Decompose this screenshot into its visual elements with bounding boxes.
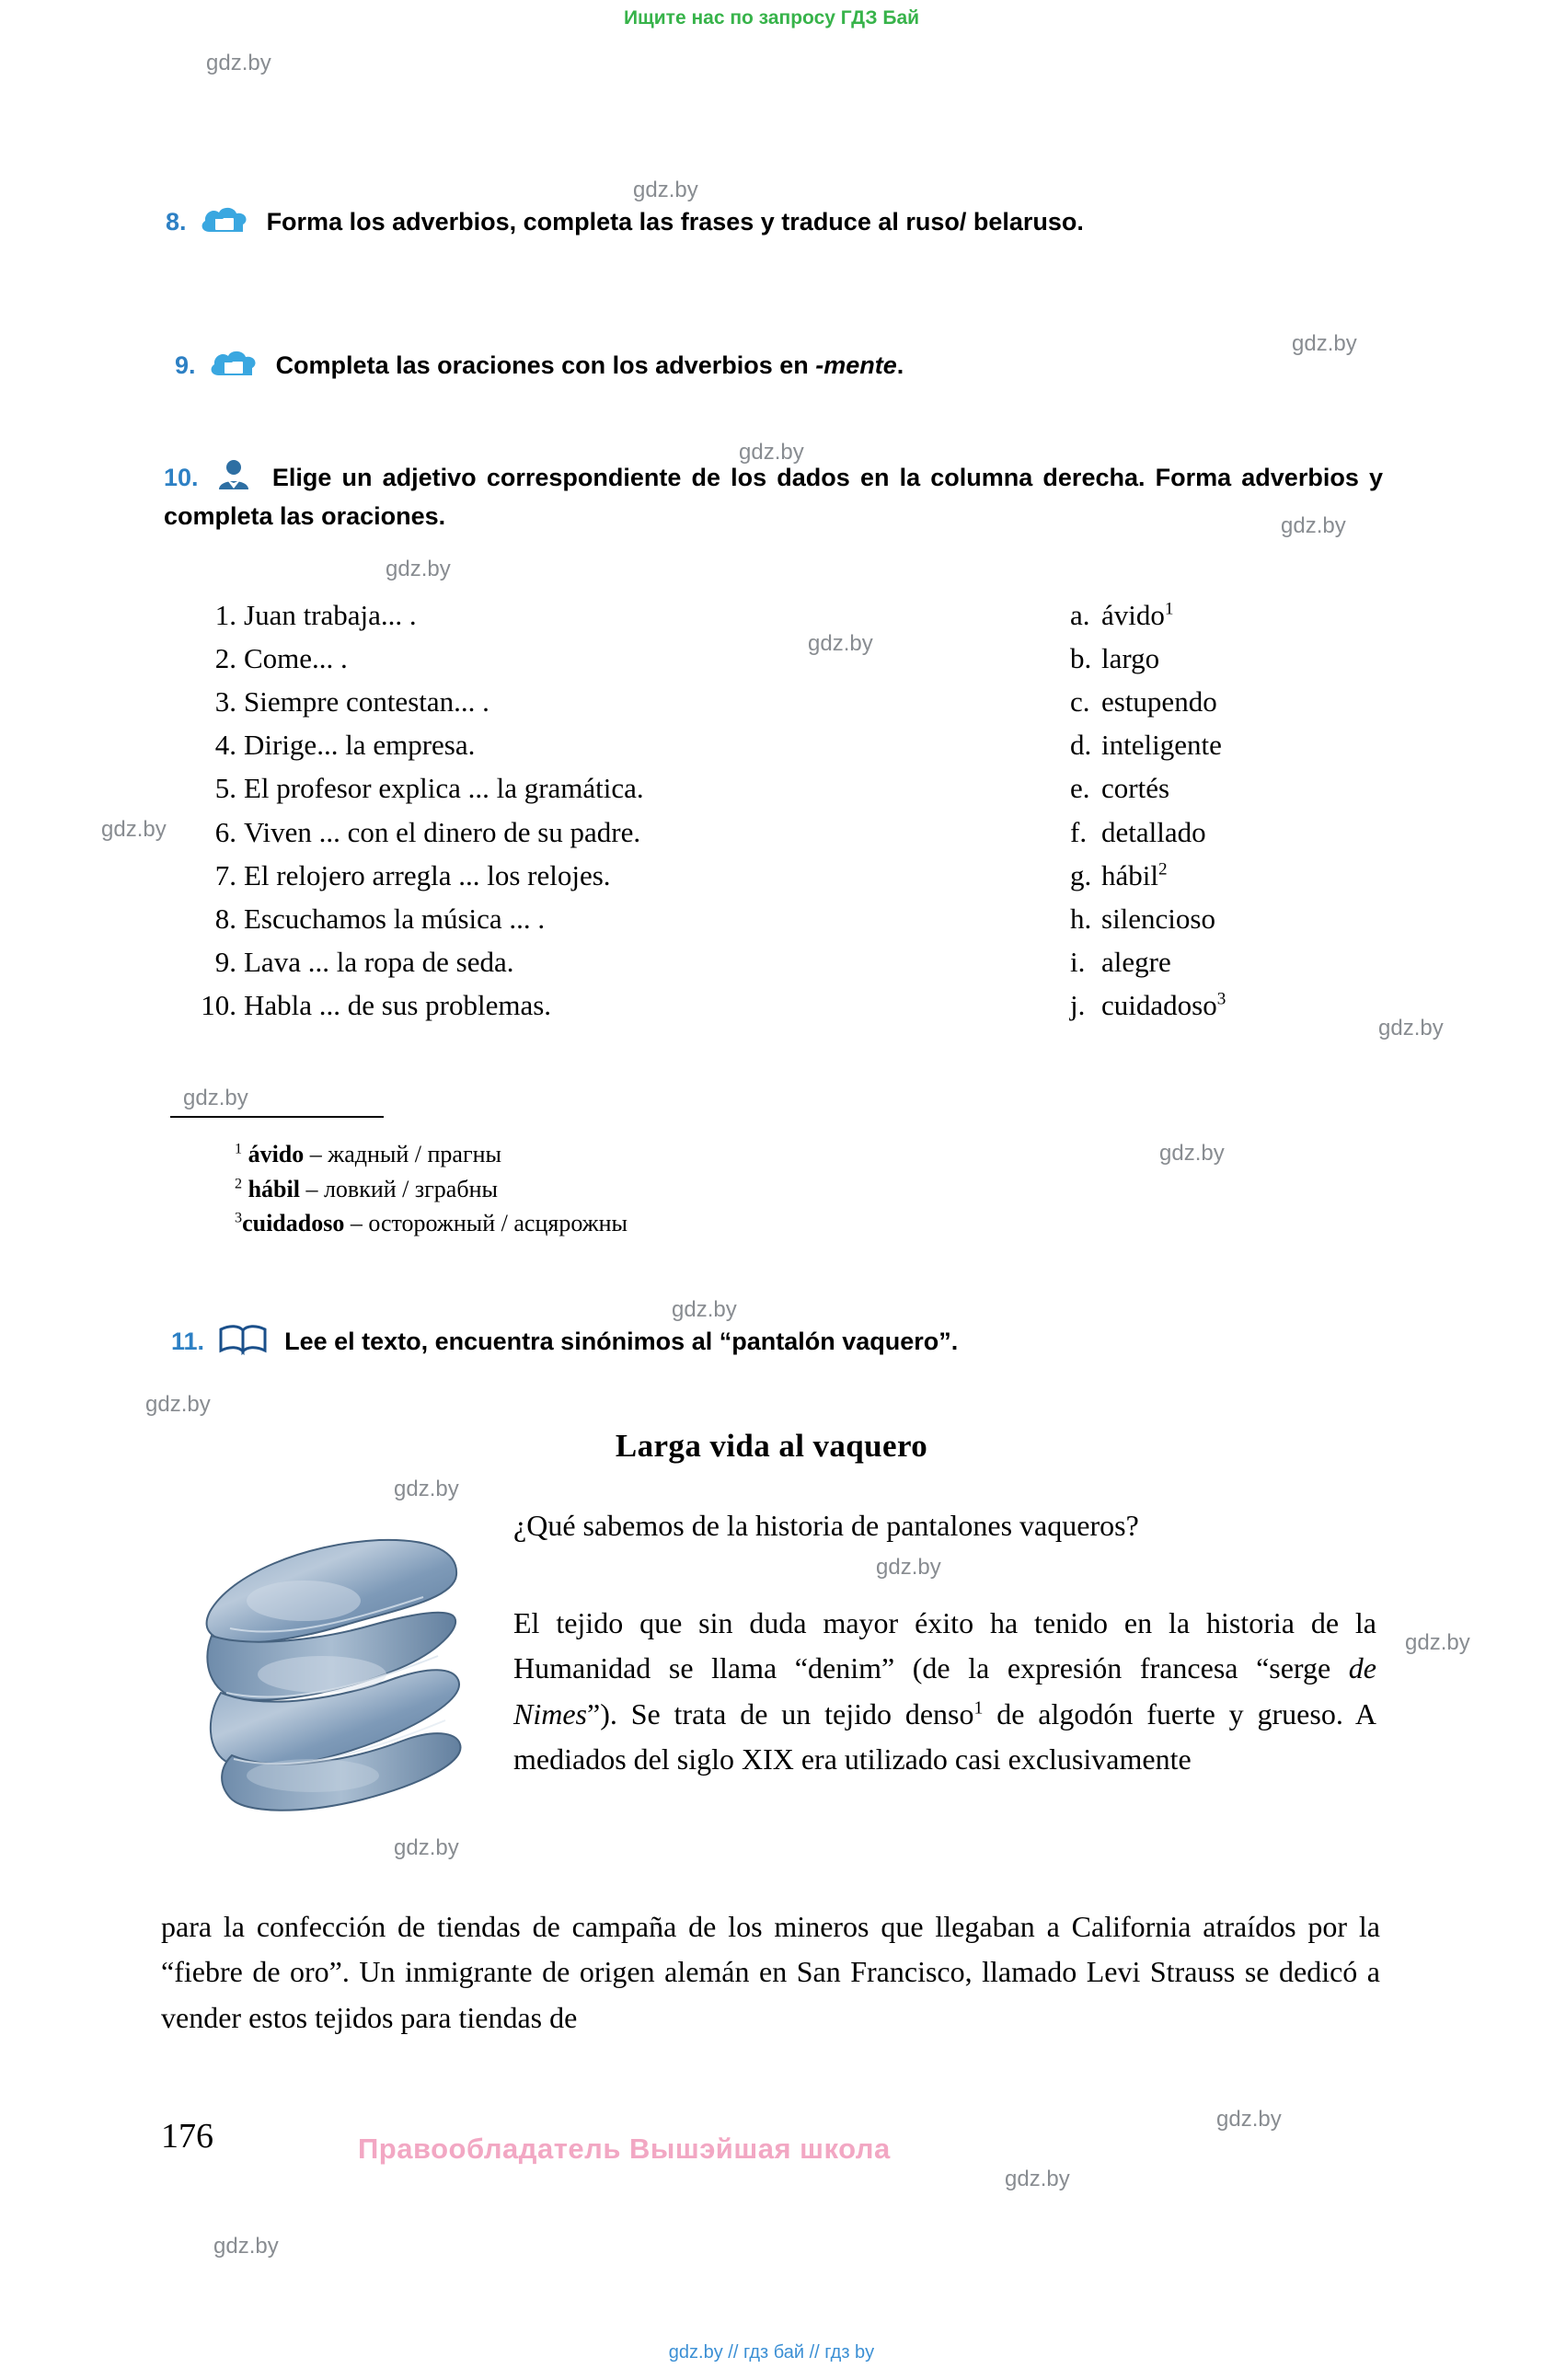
list-item [189,723,952,766]
watermark: gdz.by [1216,2107,1282,2132]
item-number: 6. [214,815,236,848]
paragraph-2-italic: de Nimes [513,1651,1376,1730]
item-letter: a. [1070,599,1090,631]
item-letter: c. [1070,685,1090,719]
exercise-8-text: Forma los adverbios, completa las frases y traduce al ruso/ belaruso. [266,208,1084,236]
footnote-term: cuidadoso [242,1210,345,1237]
item-text: Juan trabaja... . [244,599,417,631]
footnote-item [235,1172,628,1207]
item-number: 3. [214,685,236,719]
item-number: 1. [214,599,236,631]
watermark: gdz.by [394,1835,459,1860]
list-item [189,766,952,810]
list-item [1070,940,1457,983]
exercise-8-number: 8. [166,208,187,236]
copyright-watermark: Правообладатель Вышэйшая школа [358,2133,891,2165]
watermark: gdz.by [876,1555,941,1580]
exercise-9-number: 9. [175,351,196,379]
footnote-item [235,1137,628,1172]
item-text: detallado [1101,815,1206,848]
list-item [1070,680,1457,723]
item-text: Dirige... la empresa. [244,729,476,762]
item-number: 4. [214,729,236,762]
article-paragraph-3: para la confección de tiendas de campaña de los mineros que llegaban a California atraídos por la “fiebre de oro”. Un inmigrante de origen alemán en San Francisco, llamado Levi Strauss se dedicó a vender estos tejidos para tiendas de [161,1910,1380,2034]
list-item [189,940,952,983]
footnote-list [235,1137,628,1241]
item-number: 10. [201,988,236,1021]
item-text: El profesor explica ... la gramática. [244,772,644,805]
list-item [1070,897,1457,940]
list-item [189,637,952,680]
item-number: 9. [214,945,236,978]
exercise-11-number: 11. [171,1328,205,1355]
footnote-term: ávido [248,1141,305,1167]
item-text: Lava ... la ropa de seda. [244,945,514,978]
book-icon [217,1322,269,1363]
watermark: gdz.by [1292,331,1357,356]
item-text: Siempre contestan... . [244,685,489,719]
item-letter: f. [1070,815,1088,848]
list-item [1070,983,1457,1027]
footnote-marker: 2 [1158,859,1168,880]
exercise-11 [171,1322,1395,1363]
watermark: gdz.by [1405,1630,1470,1655]
item-text: Escuchamos la música ... . [244,902,546,935]
item-text: El relojero arregla ... los relojes. [244,858,611,891]
item-number: 8. [214,902,236,935]
item-letter: d. [1070,729,1092,762]
watermark: gdz.by [633,178,698,202]
item-number: 7. [214,858,236,891]
item-letter: i. [1070,945,1086,978]
person-icon [214,458,253,500]
list-item [189,854,952,897]
article-paragraph-1: ¿Qué sabemos de la historia de pantalones vaqueros? [513,1509,1139,1542]
footnote-marker: 1 [973,1696,984,1718]
footnote-term: hábil [248,1175,300,1202]
item-letter: h. [1070,902,1092,935]
watermark: gdz.by [672,1297,737,1322]
item-text: hábil [1101,858,1158,891]
exercise-9-text-end: . [896,351,904,379]
item-text: ávido [1101,599,1165,631]
list-item [1070,766,1457,810]
exercise-10-text: Elige un adjetivo correspondiente de los dados en la columna derecha. Forma adverbios y completa las oraciones. [164,464,1383,531]
top-banner: Ищите нас по запросу ГДЗ Бай [623,7,920,29]
item-letter: e. [1070,772,1090,805]
cloud-icon [199,204,250,244]
watermark: gdz.by [808,631,873,656]
item-text: Viven ... con el dinero de su padre. [244,815,641,848]
item-text: cortés [1101,772,1170,805]
article-title: Larga vida al vaquero [615,1428,928,1464]
cloud-icon [208,348,259,387]
exercise-10-adjectives [1070,593,1457,1027]
list-item [189,983,952,1027]
exercise-8 [166,204,1380,244]
footnote-gloss: – осторожный / асцярожны [350,1210,628,1237]
footnote-marker: 2 [235,1176,243,1192]
watermark: gdz.by [394,1477,459,1501]
item-text: silencioso [1101,902,1215,935]
item-text: Come... . [244,642,348,675]
paragraph-2-part-b: ”). Se trata de un tejido denso [587,1696,974,1730]
exercise-9 [175,348,1389,387]
watermark: gdz.by [206,51,271,75]
footnote-marker: 3 [1216,989,1226,1009]
exercise-10-sentences [189,593,952,1027]
watermark: gdz.by [1281,513,1346,538]
footnote-gloss: – жадный / прагны [309,1141,502,1167]
item-text: alegre [1101,945,1171,978]
footnote-divider [170,1116,384,1118]
page-number: 176 [161,2117,213,2156]
watermark: gdz.by [101,817,167,842]
item-number: 5. [214,772,236,805]
watermark: gdz.by [739,440,804,465]
bottom-banner: gdz.by // гдз бай // гдз by [668,2342,875,2363]
item-number: 2. [214,642,236,675]
footnote-marker: 1 [235,1141,243,1157]
list-item [1070,811,1457,854]
exercise-9-text-italic: -mente [815,351,897,379]
item-letter: j. [1070,988,1086,1021]
watermark: gdz.by [145,1392,211,1417]
paragraph-2-part-c: de algodón fuerte y grueso. A mediados del siglo XIX era utilizado casi exclusivamente [513,1696,1377,1776]
watermark: gdz.by [1005,2167,1070,2191]
footnote-gloss: – ловкий / зграбны [305,1175,498,1202]
list-item [189,897,952,940]
watermark: gdz.by [1159,1141,1225,1166]
paragraph-2-part-a: El tejido que sin duda mayor éxito ha tenido en la historia de la Humanidad se llama “denim” (de la expresión francesa “serge [513,1606,1376,1685]
list-item [189,811,952,854]
list-item [1070,593,1457,637]
item-letter: b. [1070,642,1092,675]
item-text: Habla ... de sus problemas. [244,988,552,1021]
list-item [189,593,952,637]
watermark: gdz.by [1378,1016,1444,1041]
list-item [189,680,952,723]
list-item [1070,723,1457,766]
exercise-11-text: Lee el texto, encuentra sinónimos al “pantalón vaquero”. [284,1328,959,1355]
footnote-marker: 1 [1164,599,1174,619]
item-text: largo [1101,642,1160,675]
item-text: cuidadoso [1101,988,1217,1021]
article-paragraph-2 [513,1601,1376,1782]
footnote-marker: 3 [235,1210,243,1226]
footnote-item [235,1206,628,1241]
exercise-10-number: 10. [164,464,199,491]
exercise-9-text: Completa las oraciones con los adverbios en [275,351,816,379]
jeans-image [166,1509,504,1858]
list-item [1070,637,1457,680]
item-text: estupendo [1101,685,1217,719]
watermark: gdz.by [386,557,451,581]
list-item [1070,854,1457,897]
watermark: gdz.by [213,2234,279,2259]
watermark: gdz.by [183,1086,248,1110]
item-text: inteligente [1101,729,1222,762]
exercise-10 [164,458,1383,534]
item-letter: g. [1070,858,1092,891]
